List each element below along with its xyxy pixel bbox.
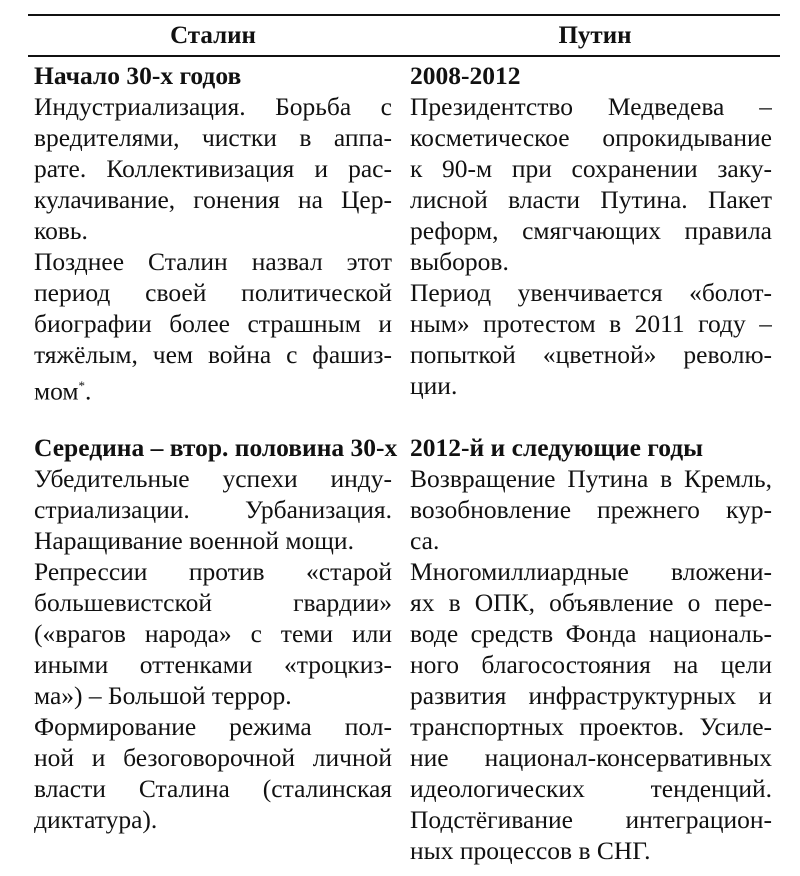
text-line: кулачивание, гонения на Цер- bbox=[34, 185, 392, 214]
text-line: ции. bbox=[410, 371, 458, 400]
text-line: ковь. bbox=[34, 216, 88, 245]
text-line: большевистской гвардии» bbox=[34, 588, 392, 617]
text-line: («врагов народа» с теми или bbox=[34, 619, 392, 648]
text-line: вредителями, чистки в аппа- bbox=[34, 123, 392, 152]
stalin-column bbox=[34, 60, 398, 835]
text-line: Многомиллиардные вложени- bbox=[410, 557, 772, 586]
text-line: реформ, смягчающих правила bbox=[410, 216, 772, 245]
text-line: Позднее Сталин назвал этот bbox=[34, 247, 392, 276]
text-line: ях в ОПК, объявление о пере- bbox=[410, 588, 772, 617]
section-title: 2008-2012 bbox=[410, 61, 521, 90]
section-gap bbox=[410, 401, 772, 432]
text-line: ние национал-консервативных bbox=[410, 743, 772, 772]
text-line: Формирование режима пол- bbox=[34, 712, 392, 741]
text-line: попыткой «цветной» револю- bbox=[410, 340, 772, 369]
section-title: Начало 30-х годов bbox=[34, 61, 242, 90]
text-line: косметическое опрокидывание bbox=[410, 123, 772, 152]
text-line: диктатура). bbox=[34, 805, 158, 834]
footnote-mark: * bbox=[78, 378, 86, 393]
text-line: иными оттенками «троцкиз- bbox=[34, 650, 392, 679]
section-title: Середина – втор. половина 30-х bbox=[34, 433, 398, 462]
text-line: Возвращение Путина в Кремль, bbox=[410, 464, 772, 493]
table-header-rule bbox=[28, 55, 780, 57]
text-line: ным» протестом в 2011 году – bbox=[410, 309, 772, 338]
column-header-stalin: Сталин bbox=[170, 22, 256, 49]
text-line: период своей политической bbox=[34, 278, 392, 307]
text-line: лисной власти Путина. Пакет bbox=[410, 185, 772, 214]
text-line: Репрессии против «старой bbox=[34, 557, 392, 586]
text-line: к 90-м при сохранении заку- bbox=[410, 154, 772, 183]
text-line: Президентство Медведева – bbox=[410, 92, 772, 121]
text-line: ной и безоговорочной личной bbox=[34, 743, 392, 772]
text-line: Подстёгивание интеграцион- bbox=[410, 805, 772, 834]
text-line: рате. Коллективизация и рас- bbox=[34, 154, 392, 183]
text-fragment: мом bbox=[34, 376, 79, 406]
text-line: Наращивание военной мощи. bbox=[34, 526, 354, 555]
text-line bbox=[34, 370, 392, 406]
text-fragment: . bbox=[85, 376, 92, 406]
text-line: ма») – Большой террор. bbox=[34, 681, 292, 710]
text-line: Период увенчивается «болот- bbox=[410, 278, 772, 307]
text-line: Индустриализация. Борьба с bbox=[34, 92, 392, 121]
text-line: ного благосостояния на цели bbox=[410, 650, 772, 679]
text-line: тяжёлым, чем война с фашиз- bbox=[34, 340, 392, 369]
text-line: Убедительные успехи инду- bbox=[34, 464, 392, 493]
text-line: возобновление прежнего кур- bbox=[410, 495, 772, 524]
text-line: ных процессов в СНГ. bbox=[410, 836, 651, 865]
column-header-putin: Путин bbox=[558, 22, 632, 49]
text-line: стриализации. Урбанизация. bbox=[34, 495, 392, 524]
text-line: са. bbox=[410, 526, 440, 555]
text-line: развития инфраструктурных и bbox=[410, 681, 772, 710]
section-title: 2012-й и следующие годы bbox=[410, 433, 704, 462]
putin-column bbox=[410, 60, 772, 866]
text-line: власти Сталина (сталинская bbox=[34, 774, 392, 803]
text-line: биографии более страшным и bbox=[34, 309, 392, 338]
text-line: транспортных проектов. Усиле- bbox=[410, 712, 772, 741]
text-line: идеологических тенденций. bbox=[410, 774, 772, 803]
text-line: выборов. bbox=[410, 247, 509, 276]
text-line: воде средств Фонда националь- bbox=[410, 619, 772, 648]
